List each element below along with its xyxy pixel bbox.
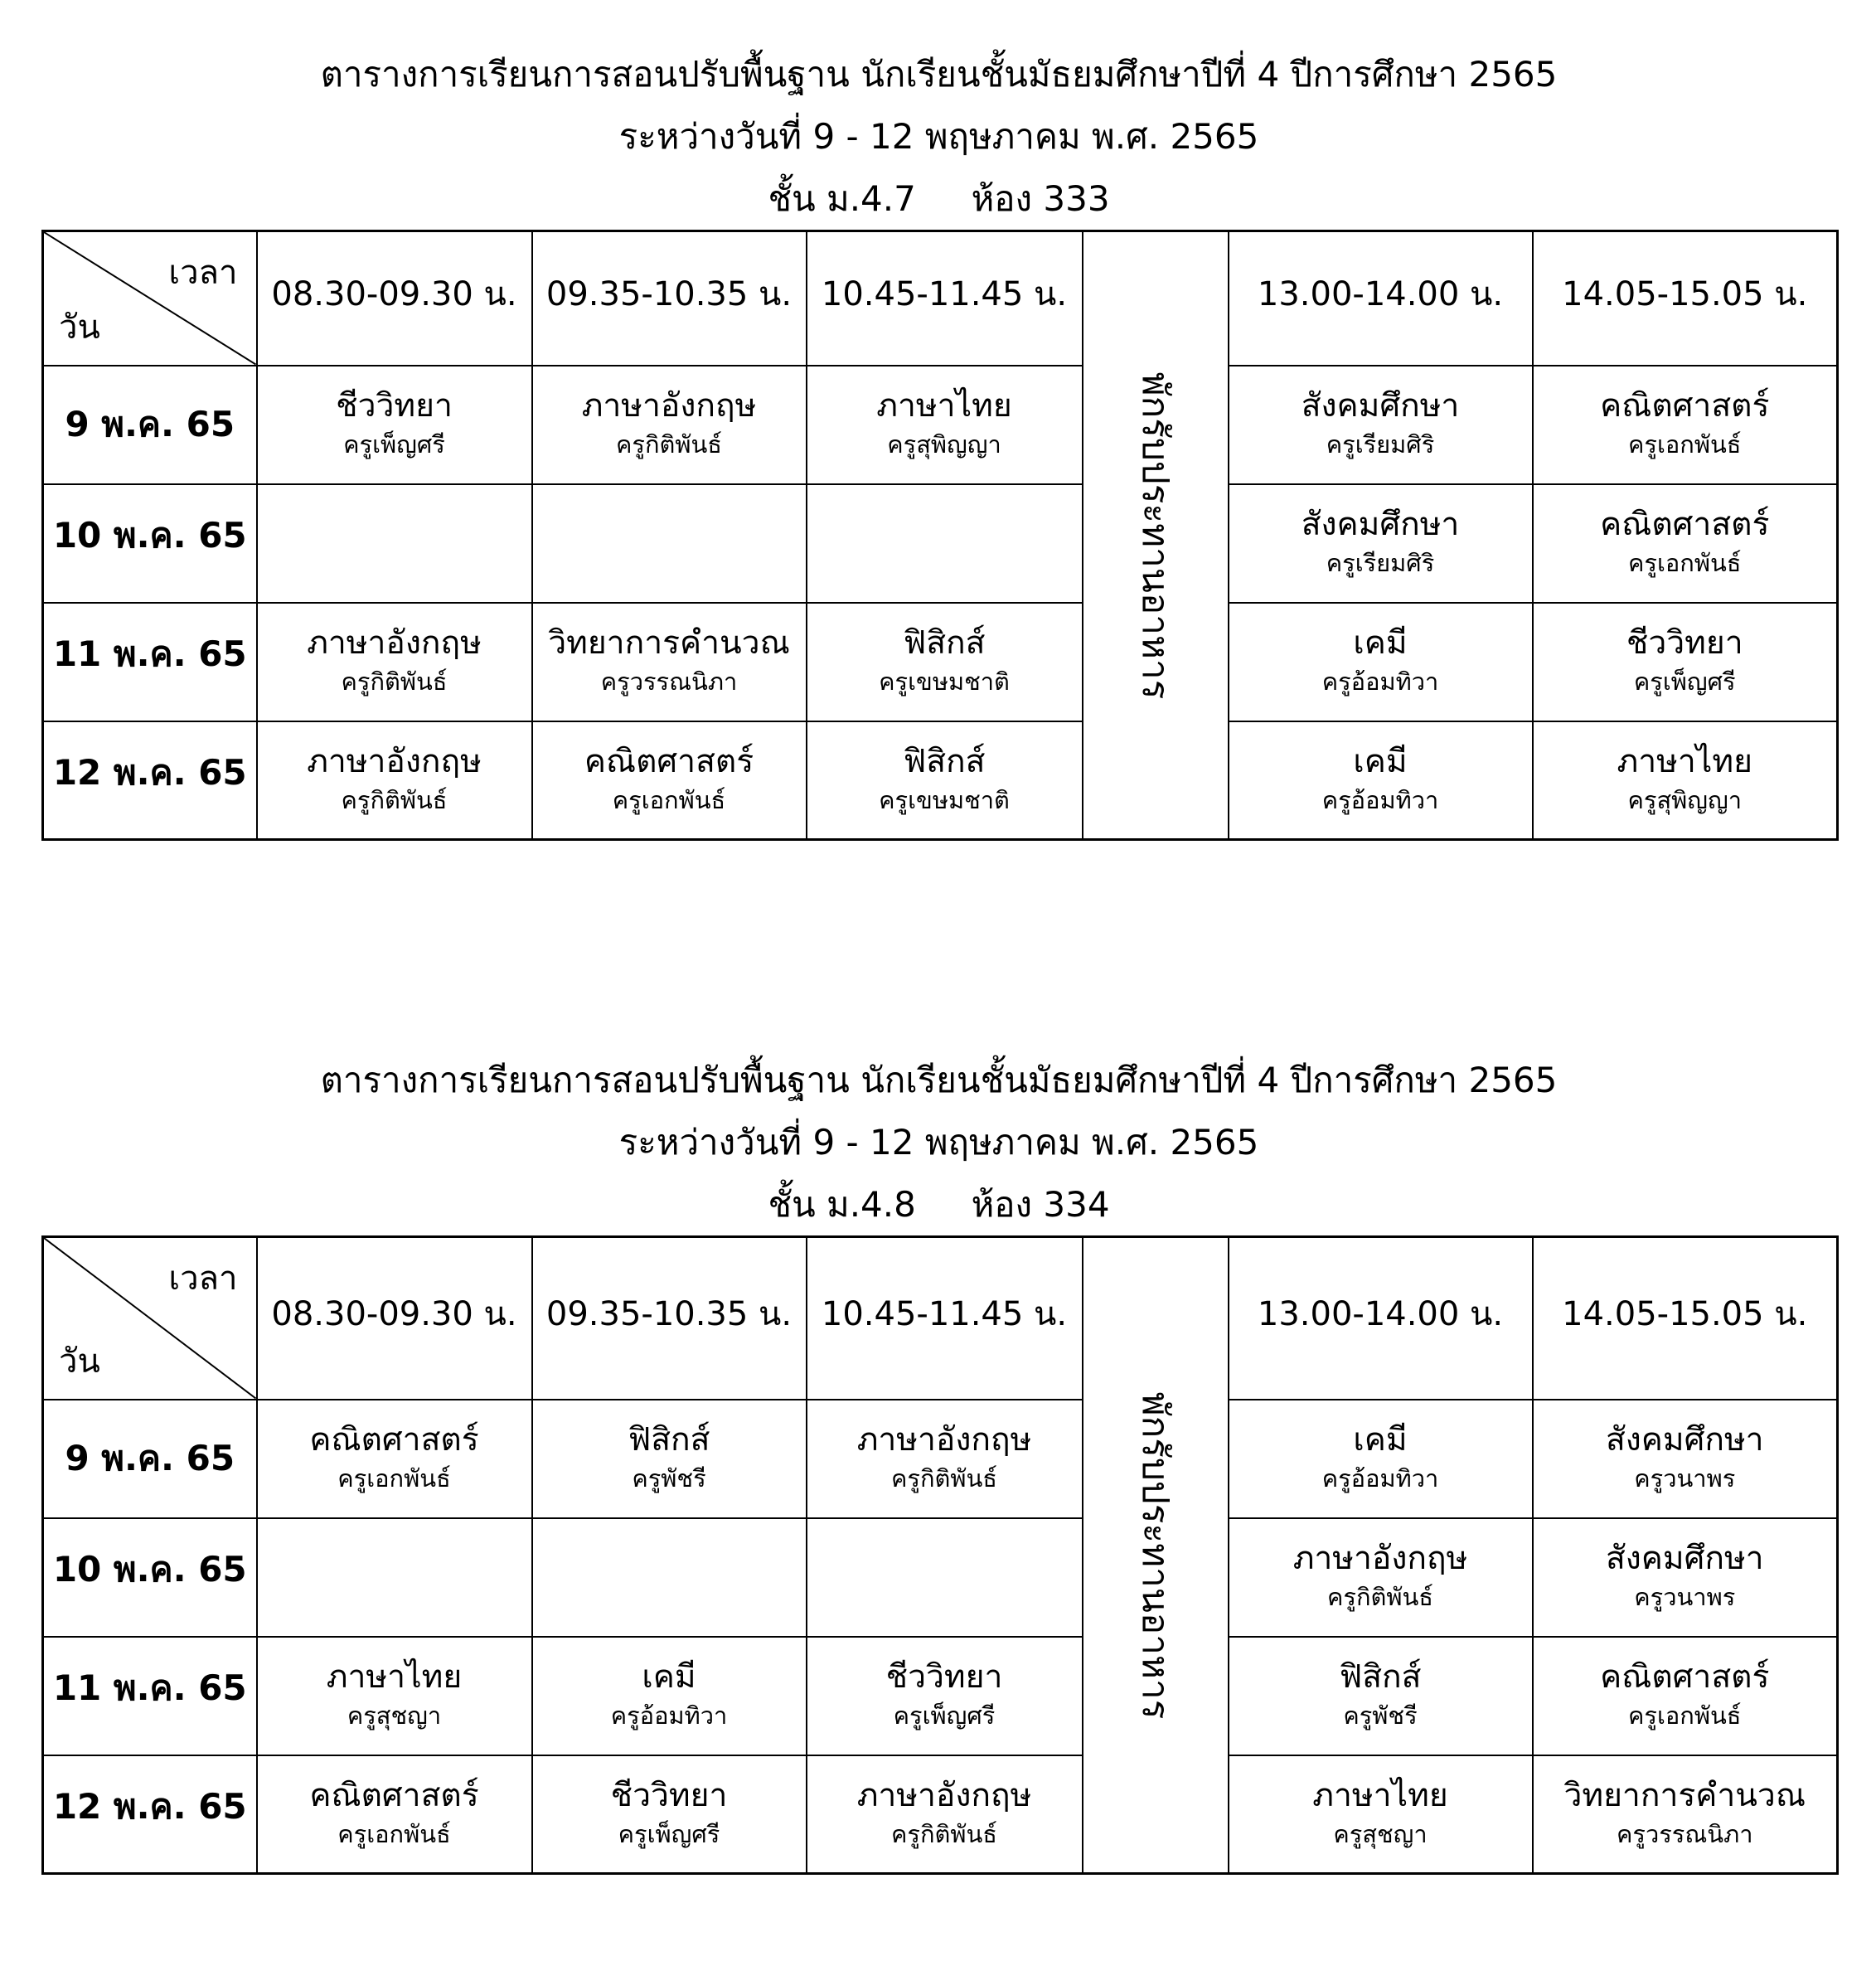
time-slot-header: 08.30-09.30 น. <box>257 1237 532 1400</box>
teacher-name: ครูเอกพันธ์ <box>337 1819 451 1848</box>
teacher-name: ครูเอกพันธ์ <box>1627 1701 1742 1730</box>
class-cell <box>807 721 1083 840</box>
corner-cell <box>43 1237 257 1400</box>
class-cell <box>1533 603 1838 721</box>
time-slot-header: 10.45-11.45 น. <box>807 231 1083 366</box>
time-slot-header: 09.35-10.35 น. <box>532 231 807 366</box>
subject-name: สังคมศึกษา <box>1301 387 1460 425</box>
teacher-name: ครูสุชญา <box>1333 1819 1428 1848</box>
subject-name: ภาษาอังกฤษ <box>307 624 482 662</box>
lunch-break-label: พักรับประทานอาหาร <box>1133 371 1176 699</box>
schedule-class-room: ชั้น ม.4.7 ห้อง 333 <box>768 178 1110 219</box>
schedule-1 <box>41 43 1836 841</box>
teacher-name: ครูกิติพันธ์ <box>615 430 722 459</box>
class-cell <box>257 1755 532 1874</box>
subject-name: คณิตศาสตร์ <box>1600 387 1770 425</box>
day-cell: 12 พ.ค. 65 <box>43 721 257 840</box>
teacher-name: ครูวนาพร <box>1634 1464 1736 1493</box>
teacher-name: ครูอ้อมทิวา <box>1321 667 1439 696</box>
class-cell <box>1533 366 1838 484</box>
subject-name: ฟิสิกส์ <box>628 1421 710 1459</box>
class-cell <box>532 484 807 603</box>
class-cell <box>257 484 532 603</box>
subject-name: ภาษาอังกฤษ <box>307 742 482 780</box>
subject-name: เคมี <box>1353 742 1408 780</box>
teacher-name: ครูวนาพร <box>1634 1583 1736 1611</box>
subject-name: ภาษาอังกฤษ <box>856 1776 1032 1814</box>
time-slot-header: 13.00-14.00 น. <box>1229 1237 1533 1400</box>
class-cell <box>257 721 532 840</box>
subject-name: ฟิสิกส์ <box>903 624 986 662</box>
teacher-name: ครูเพ็ญศรี <box>893 1701 996 1730</box>
corner-day-label: วัน <box>59 308 100 347</box>
teacher-name: ครูเอกพันธ์ <box>612 785 726 814</box>
subject-name: สังคมศึกษา <box>1301 506 1460 543</box>
time-slot-header: 14.05-15.05 น. <box>1533 231 1838 366</box>
teacher-name: ครูวรรณนิภา <box>600 667 738 696</box>
subject-name: ภาษาอังกฤษ <box>581 387 757 425</box>
class-cell <box>1229 1518 1533 1637</box>
schedule-title: ตารางการเรียนการสอนปรับพื้นฐาน นักเรียนชั้นมัธยมศึกษาปีที่ 4 ปีการศึกษา 2565 <box>320 1060 1558 1100</box>
subject-name: สังคมศึกษา <box>1605 1421 1764 1459</box>
subject-name: เคมี <box>642 1658 696 1696</box>
corner-time-label: เวลา <box>168 1260 238 1298</box>
subject-name: วิทยาการคำนวณ <box>1563 1776 1806 1814</box>
header-row <box>43 231 1838 366</box>
class-cell <box>257 603 532 721</box>
subject-name: คณิตศาสตร์ <box>309 1421 479 1459</box>
table-row <box>43 721 1838 840</box>
day-cell: 12 พ.ค. 65 <box>43 1755 257 1874</box>
class-cell <box>807 1637 1083 1755</box>
time-slot-header: 13.00-14.00 น. <box>1229 231 1533 366</box>
teacher-name: ครูพัชรี <box>632 1464 706 1493</box>
teacher-name: ครูสุชญา <box>347 1701 442 1730</box>
class-cell <box>532 603 807 721</box>
day-cell: 9 พ.ค. 65 <box>43 366 257 484</box>
day-cell: 10 พ.ค. 65 <box>43 484 257 603</box>
class-cell <box>1229 721 1533 840</box>
table-row <box>43 1637 1838 1755</box>
class-cell <box>1229 1755 1533 1874</box>
table-row <box>43 1518 1838 1637</box>
table-row <box>43 1400 1838 1518</box>
teacher-name: ครูเพ็ญศรี <box>343 430 445 459</box>
time-slot-header: 09.35-10.35 น. <box>532 1237 807 1400</box>
class-cell <box>807 1400 1083 1518</box>
table-row <box>43 603 1838 721</box>
teacher-name: ครูกิติพันธ์ <box>341 785 448 814</box>
subject-name: ภาษาไทย <box>876 387 1012 425</box>
class-cell <box>1229 603 1533 721</box>
class-cell <box>1229 1637 1533 1755</box>
class-cell <box>807 603 1083 721</box>
subject-name: ชีววิทยา <box>610 1776 728 1814</box>
table-row <box>43 484 1838 603</box>
teacher-name: ครูเขษมชาติ <box>879 667 1010 696</box>
class-cell <box>532 1637 807 1755</box>
class-cell <box>1533 484 1838 603</box>
subject-name: ชีววิทยา <box>885 1658 1003 1696</box>
teacher-name: ครูเพ็ญศรี <box>618 1819 720 1848</box>
class-cell <box>257 366 532 484</box>
table-row <box>43 366 1838 484</box>
class-cell <box>257 1518 532 1637</box>
class-cell <box>807 366 1083 484</box>
time-slot-header: 14.05-15.05 น. <box>1533 1237 1838 1400</box>
corner-day-label: วัน <box>59 1342 100 1381</box>
subject-name: ฟิสิกส์ <box>1339 1658 1422 1696</box>
class-cell <box>257 1400 532 1518</box>
timetable <box>41 1235 1839 1875</box>
schedule-date-range: ระหว่างวันที่ 9 - 12 พฤษภาคม พ.ศ. 2565 <box>618 116 1259 157</box>
teacher-name: ครูเอกพันธ์ <box>337 1464 451 1493</box>
teacher-name: ครูพัชรี <box>1343 1701 1418 1730</box>
lunch-break-cell <box>1083 1237 1229 1874</box>
schedule-title: ตารางการเรียนการสอนปรับพื้นฐาน นักเรียนชั้นมัธยมศึกษาปีที่ 4 ปีการศึกษา 2565 <box>320 54 1558 95</box>
subject-name: ภาษาอังกฤษ <box>856 1421 1032 1459</box>
class-cell <box>532 366 807 484</box>
subject-name: ชีววิทยา <box>336 387 453 425</box>
teacher-name: ครูเอกพันธ์ <box>1627 549 1742 577</box>
class-cell <box>1229 1400 1533 1518</box>
schedule-class-room: ชั้น ม.4.8 ห้อง 334 <box>768 1184 1110 1225</box>
class-cell <box>807 1518 1083 1637</box>
schedule-2 <box>41 1049 1836 1875</box>
class-cell <box>532 1755 807 1874</box>
class-cell <box>1533 1637 1838 1755</box>
teacher-name: ครูเรียมศิริ <box>1326 430 1435 459</box>
subject-name: ภาษาไทย <box>326 1658 463 1696</box>
day-cell: 10 พ.ค. 65 <box>43 1518 257 1637</box>
day-cell: 9 พ.ค. 65 <box>43 1400 257 1518</box>
class-cell <box>1533 1400 1838 1518</box>
class-cell <box>1533 1755 1838 1874</box>
class-cell <box>807 1755 1083 1874</box>
timetable <box>41 230 1839 841</box>
teacher-name: ครูวรรณนิภา <box>1616 1819 1753 1848</box>
teacher-name: ครูกิติพันธ์ <box>890 1464 997 1493</box>
subject-name: ฟิสิกส์ <box>903 742 986 780</box>
lunch-break-label: พักรับประทานอาหาร <box>1133 1391 1176 1719</box>
subject-name: ภาษาไทย <box>1617 742 1752 780</box>
class-cell <box>807 484 1083 603</box>
subject-name: คณิตศาสตร์ <box>1600 1658 1770 1696</box>
subject-name: วิทยาการคำนวณ <box>548 624 790 662</box>
corner-time-label: เวลา <box>168 254 238 292</box>
corner-cell <box>43 231 257 366</box>
teacher-name: ครูอ้อมทิวา <box>1321 1464 1439 1493</box>
subject-name: ภาษาไทย <box>1312 1776 1448 1814</box>
class-cell <box>532 1518 807 1637</box>
teacher-name: ครูกิติพันธ์ <box>1326 1583 1433 1611</box>
teacher-name: ครูเพ็ญศรี <box>1633 667 1736 696</box>
class-cell <box>1229 366 1533 484</box>
teacher-name: ครูเรียมศิริ <box>1326 549 1435 577</box>
teacher-name: ครูกิติพันธ์ <box>890 1819 997 1848</box>
time-slot-header: 10.45-11.45 น. <box>807 1237 1083 1400</box>
class-cell <box>1533 721 1838 840</box>
subject-name: เคมี <box>1353 1421 1408 1459</box>
lunch-break-cell <box>1083 231 1229 840</box>
class-cell <box>532 1400 807 1518</box>
teacher-name: ครูสุพิญญา <box>1627 785 1742 814</box>
subject-name: ภาษาอังกฤษ <box>1292 1540 1468 1577</box>
schedule-date-range: ระหว่างวันที่ 9 - 12 พฤษภาคม พ.ศ. 2565 <box>618 1122 1259 1163</box>
subject-name: สังคมศึกษา <box>1605 1540 1764 1577</box>
teacher-name: ครูอ้อมทิวา <box>1321 785 1439 814</box>
subject-name: คณิตศาสตร์ <box>309 1776 479 1814</box>
teacher-name: ครูอ้อมทิวา <box>610 1701 728 1730</box>
teacher-name: ครูเขษมชาติ <box>879 785 1010 814</box>
class-cell <box>257 1637 532 1755</box>
day-cell: 11 พ.ค. 65 <box>43 603 257 721</box>
subject-name: คณิตศาสตร์ <box>584 742 754 780</box>
teacher-name: ครูเอกพันธ์ <box>1627 430 1742 459</box>
class-cell <box>532 721 807 840</box>
time-slot-header: 08.30-09.30 น. <box>257 231 532 366</box>
subject-name: ชีววิทยา <box>1626 624 1743 662</box>
teacher-name: ครูกิติพันธ์ <box>341 667 448 696</box>
class-cell <box>1229 484 1533 603</box>
header-row <box>43 1237 1838 1400</box>
class-cell <box>1533 1518 1838 1637</box>
table-row <box>43 1755 1838 1874</box>
subject-name: คณิตศาสตร์ <box>1600 506 1770 543</box>
teacher-name: ครูสุพิญญา <box>887 430 1001 459</box>
day-cell: 11 พ.ค. 65 <box>43 1637 257 1755</box>
subject-name: เคมี <box>1353 624 1408 662</box>
